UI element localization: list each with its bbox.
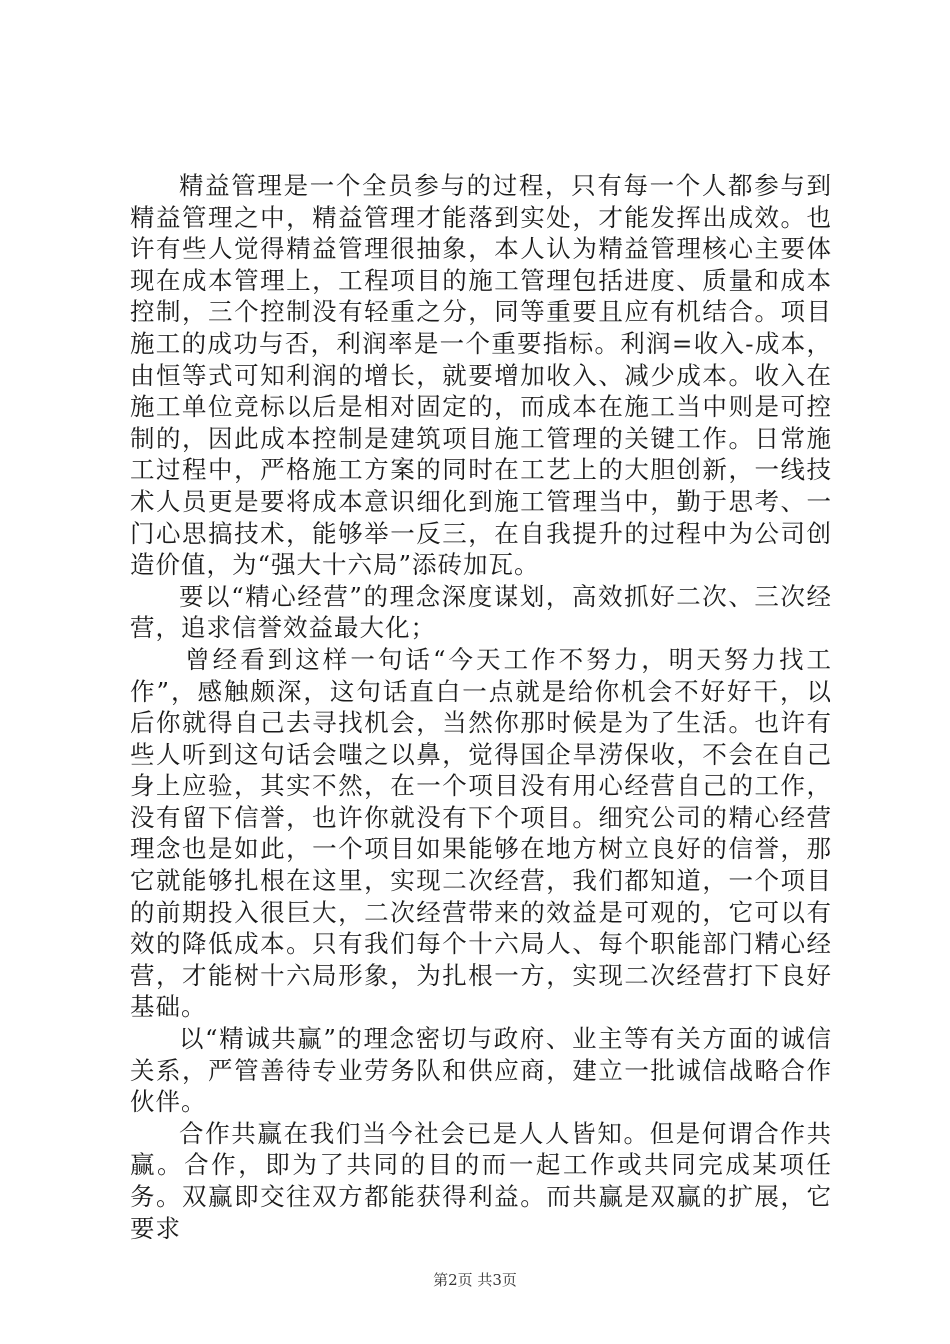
paragraph-work-hard: 曾经看到这样一句话“今天工作不努力，明天努力找工作”，感触颇深，这句话直白一点就是给你机会不好好干，以后你就得自己去寻找机会，当然你那时候是为了生活。也许有些人听到这句话会嗤之以鼻，觉得国企旱涝保收，不会在自己身上应验，其实不然，在一个项目没有用心经营自己的工作，没有留下信誉，也许你就没有下个项目。细究公司的精心经营理念也是如此，一个项目如果能够在地方树立良好的信誉，那它就能够扎根在这里，实现二次经营，我们都知道，一个项目的前期投入很巨大，二次经营带来的效益是可观的，它可以有效的降低成本。只有我们每个十六局人、每个职能部门精心经营，才能树十六局形象，为扎根一方，实现二次经营打下良好基础。 [130, 644, 832, 1022]
paragraph-careful-operation-heading: 要以“精心经营”的理念深度谋划，高效抓好二次、三次经营，追求信誉效益最大化； [130, 581, 832, 643]
paragraph-win-win-heading: 以“精诚共赢”的理念密切与政府、业主等有关方面的诚信关系，严管善待专业劳务队和供应商，建立一批诚信战略合作伙伴。 [130, 1024, 832, 1117]
paragraph-cooperation: 合作共赢在我们当今社会已是人人皆知。但是何谓合作共赢。合作，即为了共同的目的而一起工作或共同完成某项任务。双赢即交往双方都能获得利益。而共赢是双赢的扩展，它要求 [130, 1118, 832, 1243]
paragraph-lean-management: 精益管理是一个全员参与的过程，只有每一个人都参与到精益管理之中，精益管理才能落到实处，才能发挥出成效。也许有些人觉得精益管理很抽象，本人认为精益管理核心主要体现在成本管理上，工程项目的施工管理包括进度、质量和成本控制，三个控制没有轻重之分，同等重要且应有机结合。项目施工的成功与否，利润率是一个重要指标。利润=收入-成本，由恒等式可知利润的增长，就要增加收入、减少成本。收入在施工单位竞标以后是相对固定的，而成本在施工当中则是可控制的，因此成本控制是建筑项目施工管理的关键工作。日常施工过程中，严格施工方案的同时在工艺上的大胆创新，一线技术人员更是要将成本意识细化到施工管理当中，勤于思考、一门心思搞技术，能够举一反三，在自我提升的过程中为公司创造价值，为“强大十六局”添砖加瓦。 [130, 171, 832, 580]
page-footer: 第2页 共3页 [433, 1271, 517, 1289]
document-body [130, 170, 832, 1244]
